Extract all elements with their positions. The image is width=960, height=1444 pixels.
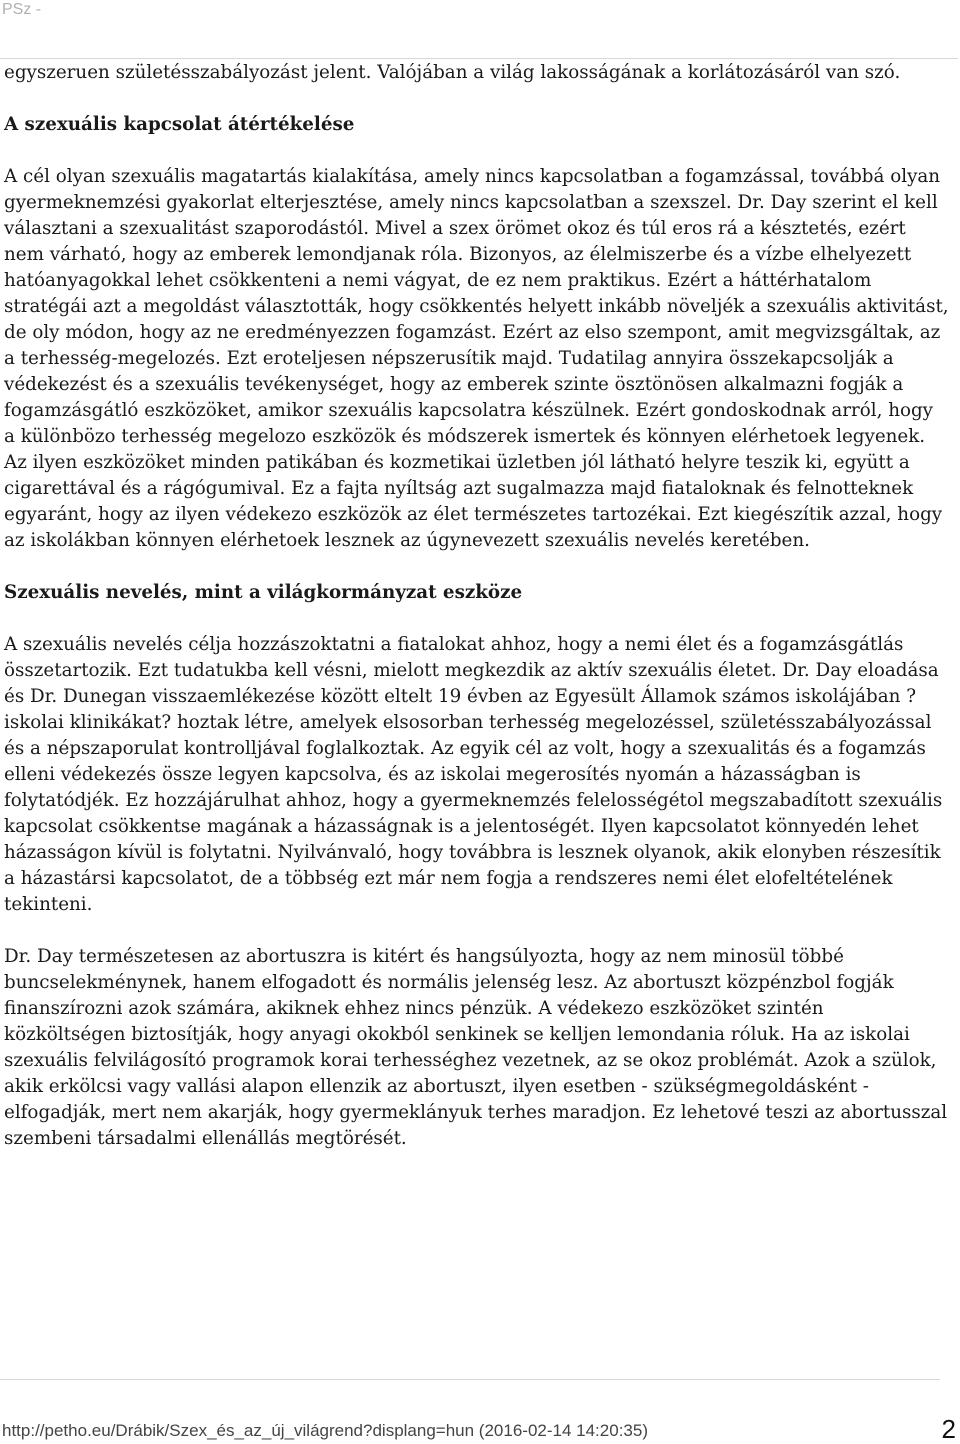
- paragraph-abortion: Dr. Day természetesen az abortuszra is kitért és hangsúlyozta, hogy az nem minosül többé buncselekménynek, hanem elfogadott és normális jelenség lesz. Az abortuszt közpénzbol fogják finanszírozni azok számára, akiknek ehhez nincs pénzük. A védekezo eszközöket szintén közköltségen biztosítják, hogy anyagi okokból senkinek se kelljen lemondania róluk. Ha az iskolai szexuális felvilágosító programok korai terhességhez vezetnek, az se okoz problémát. Azok a szülok, akik erkölcsi vagy vallási alapon ellenzik az abortuszt, ilyen esetben - szükségmegoldásként - elfogadják, mert nem akarják, hogy gyermeklányuk terhes maradjon. Ez lehetové teszi az abortusszal szembeni társadalmi ellenállás megtörését.: [4, 946, 948, 1149]
- header-divider: [0, 58, 958, 59]
- page-number: 2: [941, 1414, 956, 1444]
- paragraph-sex-education: A szexuális nevelés célja hozzászoktatni a fiatalokat ahhoz, hogy a nemi élet és a fogamzásgátlás összetartozik. Ezt tudatukba kell vésni, mielott megkezdik az aktív szexuális életet. Dr. Day eloadása és Dr. Dunegan visszaemlékezése között eltelt 19 évben az Egyesült Államok számos iskolájában ?iskolai klinikákat? hoztak létre, amelyek elsosorban terhesség megelozéssel, születésszabályozással és a népszaporulat kontrolljával foglalkoztak. Az egyik cél az volt, hogy a szexualitás és a fogamzás elleni védekezés össze legyen kapcsolva, és az iskolai megerosítés nyomán a házasságban is folytatódjék. Ez hozzájárulhat ahhoz, hogy a gyermeknemzés felelosségétol megszabadított szexuális kapcsolat csökkentse magának a házasságnak is a jelentoségét. Ilyen kapcsolatot könnyedén lehet házasságon kívül is folytatni. Nyilvánvaló, hogy továbbra is lesznek olyanok, akik elonyben részesítik a házastársi kapcsolatot, de a többség ezt már nem fogja a rendszeres nemi élet elofeltételének tekinteni.: [4, 634, 943, 915]
- paragraph-reassessment: A cél olyan szexuális magatartás kialakítása, amely nincs kapcsolatban a fogamzással, továbbá olyan gyermeknemzési gyakorlat elterjesztése, amely nincs kapcsolatban a szexszel. Dr. Day szerint el kell választani a szexualitást szaporodástól. Mivel a szex örömet okoz és túl eros rá a késztetés, ezért nem várható, hogy az emberek lemondjanak róla. Bizonyos, az élelmiszerbe és a vízbe elhelyezett hatóanyagokkal lehet csökkenteni a nemi vágyat, de ez nem praktikus. Ezért a háttérhatalom stratégái azt a megoldást választották, hogy csökkentés helyett inkább növeljék a szexuális aktivitást, de oly módon, hogy az ne eredményezzen fogamzást. Ezért az elso szempont, amit megvizsgáltak, az a terhesség-megelozés. Ezt eroteljesen népszerusítik majd. Tudatilag annyira összekapcsolják a védekezést és a szexuális tevékenységet, hogy az emberek szinte ösztönösen alkalmazni fogják a fogamzásgátló eszközöket, amikor szexuális kapcsolatra készülnek. Ezért gondoskodnak arról, hogy a különbözo terhesség megelozo eszközök és módszerek ismertek és könnyen elérhetoek legyenek. Az ilyen eszközöket minden patikában és kozmetikai üzletben jól látható helyre teszik ki, együtt a cigarettával és a rágógumival. Ez a fajta nyíltság azt sugalmazza majd fiataloknak és felnotteknek egyaránt, hogy az ilyen védekezo eszközök az élet természetes tartozékai. Ezt kiegészítik azzal, hogy az iskolákban könnyen elérhetoek lesznek az úgynevezett szexuális nevelés keretében.: [4, 166, 949, 551]
- document-body: [4, 60, 949, 1178]
- footer-divider: [0, 1379, 940, 1380]
- page-header: PSz -: [2, 1, 42, 18]
- footer-source-url: http://petho.eu/Drábik/Szex_és_az_új_világrend?displang=hun (2016-02-14 14:20:35): [2, 1421, 648, 1440]
- paragraph-intro: egyszeruen születésszabályozást jelent. Valójában a világ lakosságának a korlátozásáról van szó.: [4, 62, 901, 83]
- section-heading-reassessment: A szexuális kapcsolat átértékelése: [4, 114, 355, 135]
- section-heading-sex-education: Szexuális nevelés, mint a világkormányzat eszköze: [4, 582, 523, 603]
